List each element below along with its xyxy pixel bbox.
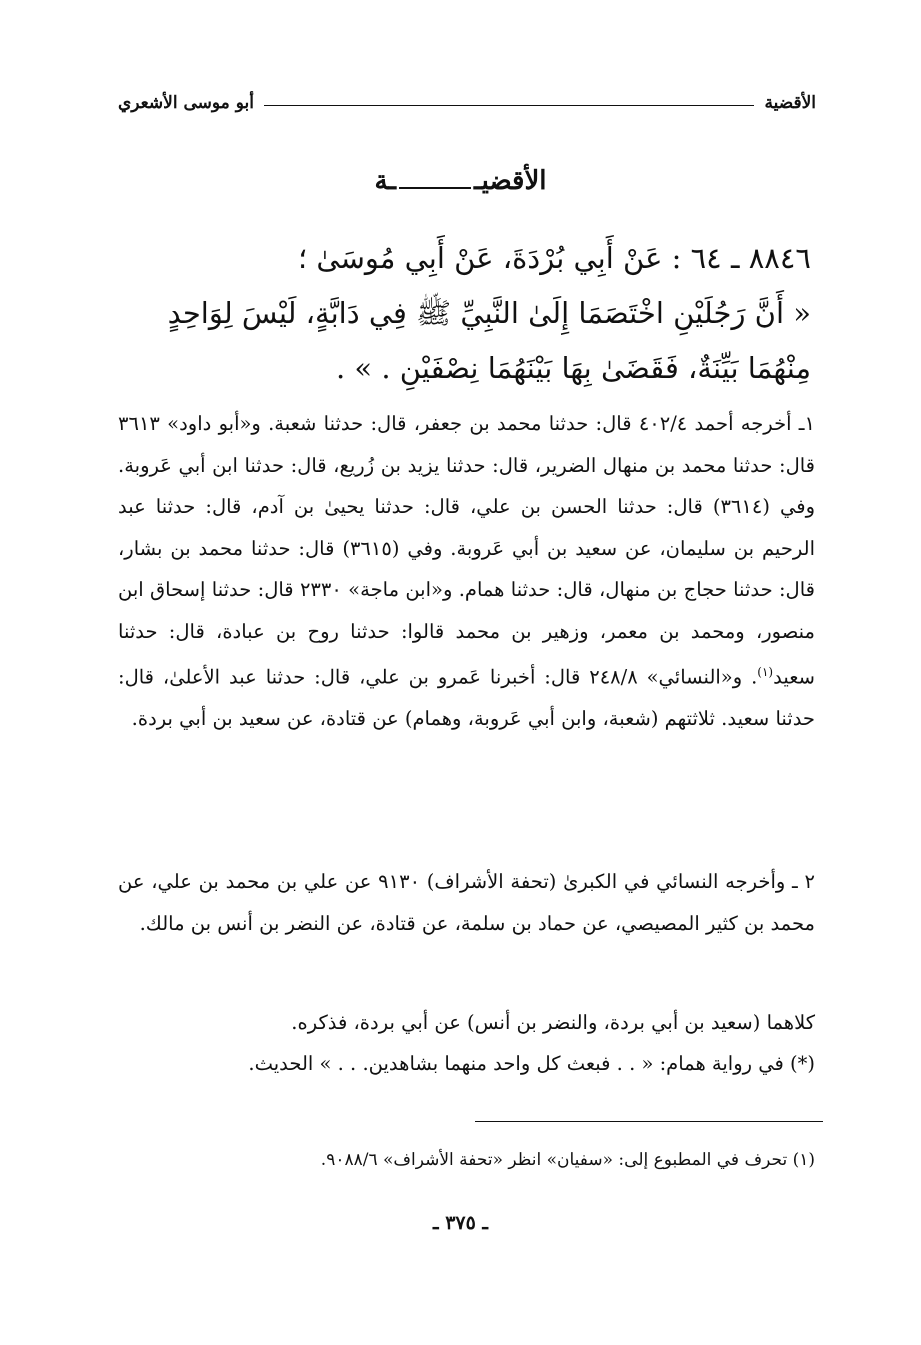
running-header xyxy=(118,88,816,118)
chapter-title-text: الأقضيـ xyxy=(474,166,547,196)
hadith-line-3: مِنْهُمَا بَيِّنَةٌ، فَقَضَىٰ بِهَا بَيْنَهُمَا نِصْفَيْنِ . » . xyxy=(335,351,811,385)
paragraph-text: ١ـ أخرجه أحمد ٤٠٢/٤ قال: حدثنا محمد بن جعفر، قال: حدثنا شعبة. و«أبو داود» ٣٦١٣ قال: حدثنا محمد بن منهال الضرير، قال: حدثنا يزيد بن زُريع، قال: حدثنا ابن أبي عَروبة. وفي (٣٦١٤) قال: حدثنا الحسن بن علي، قال: حدثنا يحيىٰ بن آدم، قال: حدثنا عبد الرحيم بن سليمان، عن سعيد بن أبي عَروبة. وفي (٣٦١٥) قال: حدثنا محمد بن بشار، قال: حدثنا حجاج بن منهال، قال: حدثنا همام. و«ابن ماجة» ٢٣٣٠ قال: حدثنا إسحاق ابن منصور، ومحمد بن معمر، وزهير بن محمد قالوا: حدثنا روح بن عبادة، قال: حدثنا سعيد xyxy=(118,412,815,689)
takhrij-paragraph-2: ٢ ـ وأخرجه النسائي في الكبرىٰ (تحفة الأشراف) ٩١٣٠ عن علي بن محمد بن علي، عن محمد بن كثير المصيصي، عن حماد بن سلمة، عن قتادة، عن النضر بن أنس بن مالك. xyxy=(118,870,815,935)
hadith-line-1: ٨٨٤٦ ـ ٦٤ : عَنْ أَبِي بُرْدَةَ، عَنْ أَبِي مُوسَىٰ ؛ xyxy=(297,241,811,275)
variant-note-paragraph: (*) في رواية همام: « . . فبعث كل واحد منهما بشاهدين. . . » الحديث. xyxy=(248,1052,815,1075)
header-narrator-name: أبو موسى الأشعري xyxy=(118,93,254,113)
hadith-line-2: « أَنَّ رَجُلَيْنِ اخْتَصَمَا إِلَىٰ النَّبِيِّ ﷺ فِي دَابَّةٍ، لَيْسَ لِوَاحِدٍ xyxy=(167,296,811,330)
footnote-separator xyxy=(475,1121,823,1122)
summary-paragraph: كلاهما (سعيد بن أبي بردة، والنضر بن أنس) عن أبي بردة، فذكره. xyxy=(291,1011,815,1034)
chapter-title-end: ـة xyxy=(374,166,397,196)
footnote: (١) تحرف في المطبوع إلى: «سفيان» انظر «تحفة الأشراف» ٩٠٨٨/٦. xyxy=(320,1150,815,1170)
takhrij-paragraph-1 xyxy=(118,403,815,740)
header-chapter-name: الأقضية xyxy=(764,93,816,113)
paragraph-text: . و«النسائي» ٢٤٨/٨ قال: أخبرنا عَمرو بن علي، قال: حدثنا عبد الأعلىٰ، قال: حدثنا سعيد. ثلاثتهم (شعبة، وابن أبي عَروبة، وهمام) عن قتادة، عن سعيد بن أبي بردة. xyxy=(118,665,815,730)
chapter-title xyxy=(0,166,921,196)
page-number: ـ ٣٧٥ ـ xyxy=(433,1212,488,1234)
footnote-ref: (١) xyxy=(757,665,774,679)
kashida-stroke xyxy=(399,187,471,189)
header-rule xyxy=(264,105,755,106)
